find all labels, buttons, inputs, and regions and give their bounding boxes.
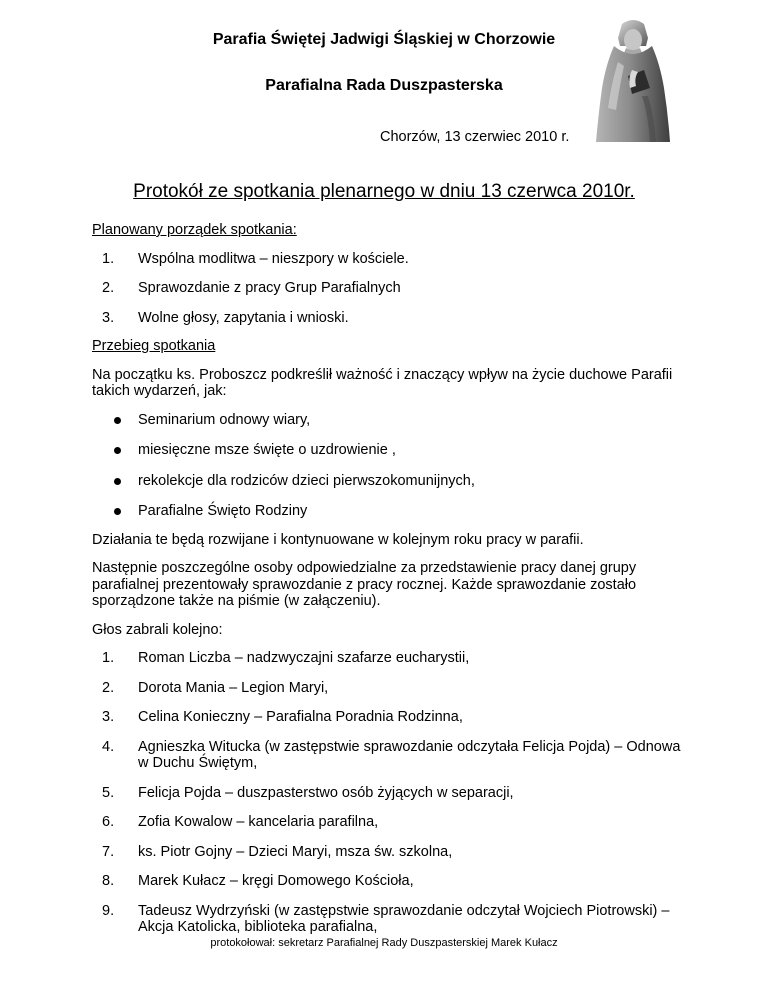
- continuation-paragraph: Działania te będą rozwijane i kontynuowane w kolejnym roku pracy w parafii.: [92, 531, 584, 548]
- list-item: Seminarium odnowy wiary,: [92, 412, 692, 429]
- meeting-heading: Przebieg spotkania: [92, 338, 216, 354]
- bullet-icon: [114, 478, 121, 485]
- council-name: Parafialna Rada Duszpasterska: [265, 77, 503, 94]
- agenda-heading: Planowany porządek spotkania:: [92, 222, 297, 238]
- list-item: 3. Wolne głosy, zapytania i wnioski.: [102, 309, 349, 326]
- speakers-heading: Głos zabrali kolejno:: [92, 621, 223, 638]
- parish-name: Parafia Świętej Jadwigi Śląskiej w Chorzowie: [212, 31, 556, 48]
- place-and-date: Chorzów, 13 czerwiec 2010 r.: [380, 129, 570, 145]
- footer-note: protokołował: sekretarz Parafialnej Rady Duszpasterskiej Marek Kułacz: [210, 937, 558, 949]
- list-item: Parafialne Święto Rodziny: [92, 503, 692, 520]
- list-item: 1. Roman Liczba – nadzwyczajni szafarze eucharystii,: [102, 650, 470, 666]
- list-item: 4. Agnieszka Witucka (w zastępstwie sprawozdanie odczytała Felicja Pojda) – Odnowa w Duchu Świętym,: [102, 738, 681, 771]
- list-item: 3. Celina Konieczny – Parafialna Poradnia Rodzinna,: [102, 709, 463, 725]
- list-item: 6. Zofia Kowalow – kancelaria parafilna,: [102, 814, 379, 830]
- list-item: 2. Dorota Mania – Legion Maryi,: [102, 679, 329, 696]
- list-item: miesięczne msze święte o uzdrowienie ,: [92, 442, 692, 459]
- bullet-icon: [114, 447, 121, 454]
- list-item: 7. ks. Piotr Gojny – Dzieci Maryi, msza św. szkolna,: [102, 843, 453, 860]
- list-item: 8. Marek Kułacz – kręgi Domowego Kościoła,: [102, 873, 414, 889]
- list-item: 2. Sprawozdanie z pracy Grup Parafialnych: [102, 280, 401, 296]
- list-item: 1. Wspólna modlitwa – nieszpory w kościele.: [102, 250, 409, 267]
- list-item: 5. Felicja Pojda – duszpasterstwo osób żyjących w separacji,: [102, 784, 514, 801]
- agenda-list: [92, 251, 692, 327]
- events-list: [92, 412, 692, 520]
- bullet-icon: [114, 508, 121, 515]
- bullet-icon: [114, 417, 121, 424]
- meeting-intro: Na początku ks. Proboszcz podkreślił ważność i znaczący wpływ na życie duchowe Parafii takich wydarzeń, jak:: [92, 366, 673, 399]
- document-title: Protokół ze spotkania plenarnego w dniu 13 czerwca 2010r.: [133, 181, 635, 202]
- saint-statue-image: [592, 18, 674, 142]
- list-item: 9. Tadeusz Wydrzyński (w zastępstwie sprawozdanie odczytał Wojciech Piotrowski) – Akcja Katolicka, biblioteka parafialna,: [102, 902, 670, 935]
- document-body: [92, 222, 692, 949]
- reports-paragraph: Następnie poszczególne osoby odpowiedzialne za przedstawienie pracy danej grupy parafialnej prezentowały sprawozdanie z pracy rocznej. Każde sprawozdanie zostało sporządzone także na piśmie (w załączeniu).: [92, 560, 637, 609]
- speakers-list: [92, 650, 692, 936]
- list-item: rekolekcje dla rodziców dzieci pierwszokomunijnych,: [92, 473, 692, 490]
